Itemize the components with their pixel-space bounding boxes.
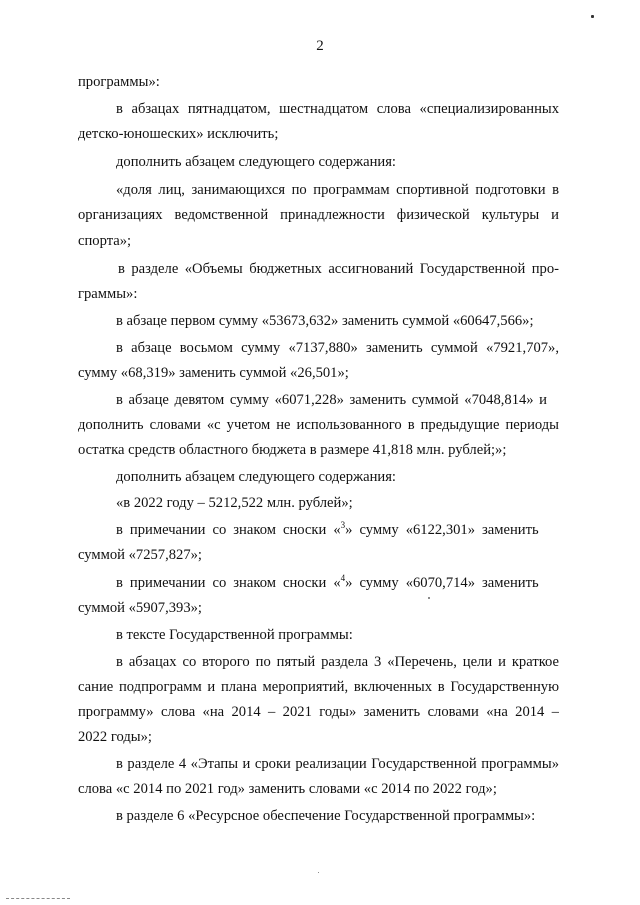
text-fragment: » сумму «6122,301» заменить xyxy=(345,522,539,538)
text-line: слова «с 2014 по 2021 год» заменить словами «с 2014 по 2022 год»; xyxy=(78,781,497,797)
scan-edge xyxy=(6,898,70,902)
text-fragment: в примечании со знаком сноски « xyxy=(116,575,341,591)
text-line: программу» слова «на 2014 – 2021 годы» заменить словами «на 2014 – xyxy=(78,704,559,720)
text-line: граммы»: xyxy=(78,286,138,302)
footnote-mark-4: 4 xyxy=(340,573,346,583)
scan-speck xyxy=(591,15,594,18)
text-line: в тексте Государственной программы: xyxy=(116,627,353,643)
text-line: в абзацах пятнадцатом, шестнадцатом слова «специализированных xyxy=(116,101,559,117)
text-line: 2022 годы»; xyxy=(78,729,152,745)
text-line: спорта»; xyxy=(78,233,132,249)
text-line: суммой «7257,827»; xyxy=(78,547,202,563)
text-line: дополнить абзацем следующего содержания: xyxy=(116,154,396,170)
text-fragment: в примечании со знаком сноски « xyxy=(116,522,341,538)
text-line: остатка средств областного бюджета в размере 41,818 млн. рублей;»; xyxy=(78,442,507,458)
text-fragment: » сумму «6070,714» заменить xyxy=(345,575,539,591)
footnote-3-line xyxy=(116,521,539,539)
text-line: в абзаце восьмом сумму «7137,880» заменить суммой «7921,707», xyxy=(116,340,559,356)
text-line: в абзацах со второго по пятый раздела 3 «Перечень, цели и краткое xyxy=(116,654,559,670)
text-line: организациях ведомственной принадлежности физической культуры и xyxy=(78,207,559,223)
text-line: в разделе 4 «Этапы и сроки реализации Государственной программы» xyxy=(116,756,559,772)
text-line: в абзаце девятом сумму «6071,228» заменить суммой «7048,814» и xyxy=(116,392,547,408)
footnote-mark-3: 3 xyxy=(340,520,346,530)
text-line: в разделе 6 «Ресурсное обеспечение Государственной программы»: xyxy=(116,808,536,824)
text-line: в абзаце первом сумму «53673,632» заменить суммой «60647,566»; xyxy=(116,313,534,329)
footnote-4-line xyxy=(116,574,539,592)
text-line: дополнить абзацем следующего содержания: xyxy=(116,469,396,485)
text-line: сумму «68,319» заменить суммой «26,501»; xyxy=(78,365,349,381)
text-line: сание подпрограмм и плана мероприятий, включенных в Государственную xyxy=(78,679,559,695)
text-line: «в 2022 году – 5212,522 млн. рублей»; xyxy=(116,495,353,511)
scan-speck xyxy=(428,597,430,599)
text-line: детско-юношеских» исключить; xyxy=(78,126,279,142)
scan-speck xyxy=(318,872,319,873)
text-line: суммой «5907,393»; xyxy=(78,600,202,616)
text-line: в разделе «Объемы бюджетных ассигнований Государственной про- xyxy=(118,261,559,277)
text-line: дополнить словами «с учетом не использованного в предыдущие периоды xyxy=(78,417,559,433)
text-line: «доля лиц, занимающихся по программам спортивной подготовки в xyxy=(116,182,559,198)
page-number: 2 xyxy=(316,38,324,54)
text-line: программы»: xyxy=(78,74,160,90)
